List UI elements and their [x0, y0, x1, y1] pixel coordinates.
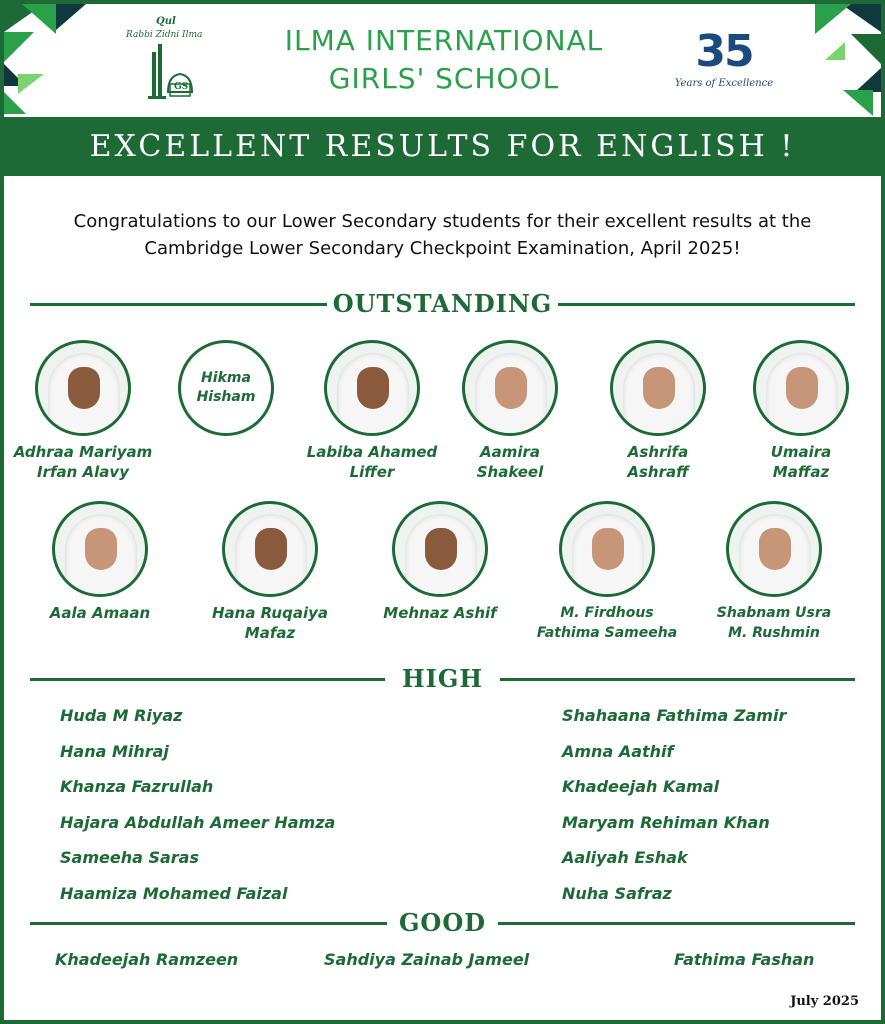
student-name-circle [178, 340, 274, 436]
student-name [430, 442, 590, 482]
name-line: Hisham [196, 389, 256, 405]
student-card [578, 340, 738, 482]
list-item: Amna Aathif [562, 741, 674, 761]
student-card [146, 340, 306, 436]
student-card [430, 340, 590, 482]
name-line: Aala Amaan [49, 604, 151, 622]
high-list-left [60, 698, 335, 912]
student-photo [392, 501, 488, 597]
student-card [190, 501, 350, 643]
name-line: Adhraa Mariyam [13, 443, 153, 461]
section-heading-text: HIGH [396, 664, 489, 693]
name-line: Aamira [479, 443, 541, 461]
student-photo [222, 501, 318, 597]
student-photo [753, 340, 849, 436]
student-name [190, 603, 350, 643]
decor-triangle [18, 74, 44, 94]
name-line: Ashraff [627, 463, 689, 481]
decor-triangle [4, 92, 26, 114]
list-item: Nuha Safraz [562, 883, 672, 903]
name-line: Fathima Sameeha [536, 625, 678, 641]
intro-text [30, 208, 855, 262]
section-heading-text: OUTSTANDING [327, 289, 559, 318]
student-card [694, 501, 854, 643]
student-name [3, 442, 163, 482]
student-name [197, 369, 256, 407]
list-item: Khanza Fazrullah [60, 777, 214, 797]
motto-top: Qul [156, 16, 176, 27]
name-line: Hana Ruqaiya [211, 604, 328, 622]
anniversary-number: 35 [695, 26, 753, 77]
good-name: Fathima Fashan [674, 950, 815, 969]
school-name [244, 22, 644, 98]
good-name: Khadeejah Ramzeen [55, 950, 239, 969]
name-line: M. Firdhous [560, 605, 654, 621]
student-card [3, 340, 163, 482]
student-name [360, 603, 520, 623]
section-outstanding [30, 289, 855, 319]
name-line: Hikma [201, 370, 251, 386]
decor-triangle [851, 34, 881, 64]
motto-arc: Rabbi Zidni Ilma [126, 30, 203, 40]
crest-mark: GS [174, 82, 189, 92]
student-name [694, 603, 854, 643]
list-item: Maryam Rehiman Khan [562, 812, 770, 832]
student-name [578, 442, 738, 482]
list-item: Aaliyah Eshak [562, 848, 688, 868]
list-item: Hana Mihraj [60, 741, 169, 761]
intro-line1: Congratulations to our Lower Secondary students for their excellent results at the [73, 211, 812, 232]
name-line: Labiba Ahamed [306, 443, 438, 461]
footer-date: July 2025 [790, 994, 859, 1009]
name-line: Mehnaz Ashif [383, 604, 497, 622]
decor-triangle [825, 42, 845, 60]
school-crest [122, 14, 206, 106]
student-name [527, 603, 687, 643]
decor-triangle [843, 90, 873, 116]
student-card [527, 501, 687, 643]
list-item: Hajara Abdullah Ameer Hamza [60, 812, 336, 832]
name-line: Liffer [349, 463, 395, 481]
name-line: Umaira [770, 443, 832, 461]
student-photo [324, 340, 420, 436]
list-item: Haamiza Mohamed Faizal [60, 883, 288, 903]
student-card [721, 340, 881, 482]
crest-graphic [122, 14, 206, 106]
student-name [292, 442, 452, 482]
school-name-line1: ILMA INTERNATIONAL [284, 24, 604, 57]
intro-line2: Cambridge Lower Secondary Checkpoint Examination, April 2025! [144, 238, 741, 259]
decor-triangle [4, 32, 34, 62]
student-card [360, 501, 520, 623]
name-line: M. Rushmin [728, 625, 820, 641]
school-name-line2: GIRLS' SCHOOL [328, 62, 560, 95]
name-line: Ashrifa [627, 443, 689, 461]
student-photo [726, 501, 822, 597]
good-name: Sahdiya Zainab Jameel [324, 950, 530, 969]
student-photo [52, 501, 148, 597]
student-photo [559, 501, 655, 597]
student-name [20, 603, 180, 623]
decor-triangle [56, 4, 86, 30]
list-item: Shahaana Fathima Zamir [562, 706, 787, 725]
decor-triangle [22, 4, 56, 34]
section-heading [30, 908, 855, 938]
high-list-right [562, 698, 786, 912]
section-good [30, 908, 855, 938]
student-photo [610, 340, 706, 436]
list-item: Sameeha Saras [60, 848, 199, 868]
name-line: Shakeel [476, 463, 544, 481]
student-name [721, 442, 881, 482]
section-heading-text: GOOD [393, 908, 492, 937]
anniversary-text: Years of Excellence [674, 78, 774, 89]
header [4, 4, 881, 117]
decor-triangle [815, 4, 851, 34]
student-photo [35, 340, 131, 436]
name-line: Shabnam Usra [716, 605, 832, 621]
anniversary-logo [669, 28, 779, 108]
name-line: Mafaz [244, 624, 296, 642]
student-card [20, 501, 180, 623]
section-high [30, 664, 855, 694]
name-line: Irfan Alavy [37, 463, 129, 481]
section-heading [30, 664, 855, 694]
decor-triangle [855, 68, 881, 92]
student-photo [462, 340, 558, 436]
section-heading [30, 289, 855, 319]
name-line: Maffaz [772, 463, 830, 481]
student-card [292, 340, 452, 482]
list-item: Khadeejah Kamal [562, 777, 720, 797]
list-item: Huda M Riyaz [60, 706, 183, 725]
title-banner: EXCELLENT RESULTS FOR ENGLISH ! [4, 117, 881, 176]
